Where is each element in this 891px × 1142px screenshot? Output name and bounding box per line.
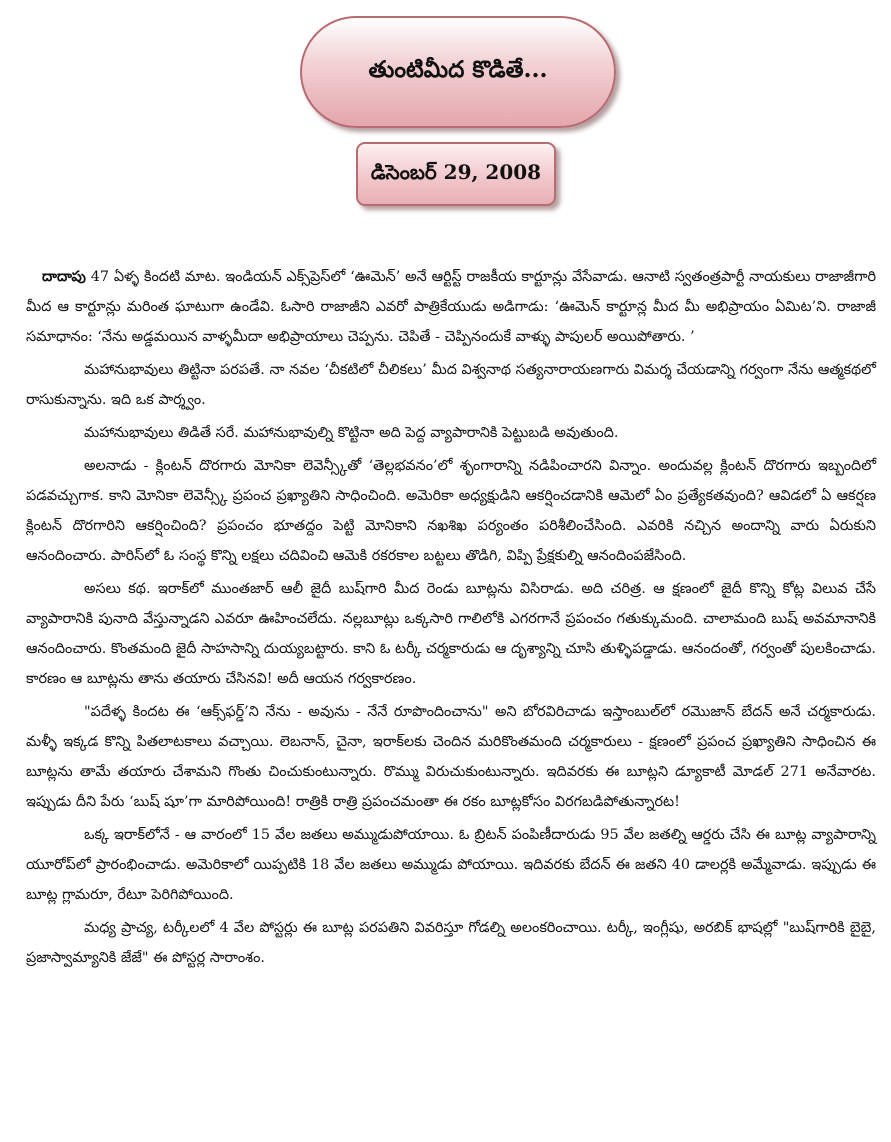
paragraph-6: "పదేళ్ళ కిందట ఈ ‘ఆక్స్‌ఫర్డ్’ని నేను - అవును - నేనే రూపొందించాను" అని బోరవిరిచాడు ఇస్తాంబుల్‌లో రమొజాన్ బేదన్ అనే చర్మకారుడు. మళ్ళీ ఇక్కడ కొన్ని పితలాటకాలు వచ్చాయి. లెబనాన్, చైనా, ఇరాక్‌లకు చెందిన మరికొంతమంది చర్మకారులు - క్షణంలో ప్రపంచ ప్రఖ్యాతిని సాధించిన ఈ బూట్లను తామే తయారు చేశామని గొంతు చించుకుంటున్నారు. రొమ్ము విరుచుకుంటున్నారు. ఇదివరకు ఈ బూట్లని డ్యూకాటీ మోడల్ 271 అనేవారట. ఇప్పుడు దీని పేరు ‘బుష్ షూ’గా మారిపోయింది! రాత్రికి రాత్రి ప్రపంచమంతా ఈ రకం బూట్లకోసం విరగబడిపోతున్నారట! <box>26 704 876 810</box>
article-title: తుంటిమీద కొడితే... <box>300 16 616 128</box>
paragraph-3: మహానుభావులు తిడితే సరే. మహానుభావుల్ని కొట్టినా అది పెద్ద వ్యాపారానికి పెట్టుబడి అవుతుంది. <box>84 425 619 441</box>
paragraph-1-text: 47 ఏళ్ళ కిందటి మాట. ఇండియన్ ఎక్స్‌ప్రెస్‌లో ‘ఊమెన్’ అనే ఆర్టిస్ట్ రాజకీయ కార్టూన్లు వేసేవాడు. ఆనాటి స్వతంత్రపార్టీ నాయకులు రాజాజీగారి మీద ఆ కార్టూన్లు మరింత ఘాటుగా ఉండేవి. ఓసారి రాజాజీని ఎవరో పాత్రికేయుడు అడిగాడు: ‘ఊమెన్ కార్టూన్ల మీద మీ అభిప్రాయం ఏమిట’ని. రాజాజీ సమాధానం: ‘నేను అడ్డమయిన వాళ్ళమీదా అభిప్రాయాలు చెప్పను. చెపితే - చెప్పినందుకే వాళ్ళు పాపులర్ అయిపోతారు. ’ <box>26 269 876 345</box>
lead-word: దాదాపు <box>42 268 86 285</box>
paragraph-7: ఒక్క ఇరాక్‌లోనే - ఆ వారంలో 15 వేల జతలు అమ్ముడుపోయాయి. ఓ బ్రిటన్ పంపిణీదారుడు 95 వేల జతల్ని ఆర్డరు చేసి ఈ బూట్ల వ్యాపారాన్ని యూరోప్‌లో ప్రారంభించాడు. అమెరికాలో యిప్పటికి 18 వేల జతలు అమ్ముడు పోయాయి. ఇదివరకు బేదన్ ఈ జతని 40 డాలర్లకి అమ్మేవాడు. ఇప్పుడు ఈ బూట్ల గ్లామరూ, రేటూ పెరిగిపోయింది. <box>26 827 876 903</box>
paragraph-5: అసలు కథ. ఇరాక్‌లో ముంతజార్ ఆలీ జైదీ బుష్‌గారి మీద రెండు బూట్లను విసిరాడు. అది చరిత్ర. ఆ క్షణంలో జైదీ కొన్ని కోట్ల విలువ చేసే వ్యాపారానికి పునాది వేస్తున్నాడని ఎవరూ ఊహించలేదు. నల్లబూట్లు ఒక్కసారి గాలిలోకి ఎగరగానే ప్రపంచం గతుక్కుమంది. చాలామంది బుష్ అవమానానికి ఆనందించారు. కొంతమంది జైదీ సాహసాన్ని దుయ్యబట్టారు. కాని ఓ టర్కీ చర్మకారుడు ఆ దృశ్యాన్ని చూసి తుళ్ళిపడ్డాడు. ఆనందంతో, గర్వంతో పులకించాడు. కారణం ఆ బూట్లను తాను తయారు చేసినవి! అదీ ఆయన గర్వకారణం. <box>26 581 876 687</box>
paragraph-1 <box>26 262 876 352</box>
paragraph-8: మధ్య ప్రాచ్య, టర్కీలలో 4 వేల పోస్టర్లు ఈ బూట్ల పరపతిని వివరిస్తూ గోడల్ని అలంకరించాయి. టర్కీ, ఇంగ్లీషు, అరబిక్ భాషల్లో "బుష్‌గారికి బైబై, ప్రజాస్వామ్యానికి జేజే" ఈ పోస్టర్ల సారాంశం. <box>26 920 876 966</box>
paragraph-4: అలనాడు - క్లింటన్ దొరగారు మోనికా లెవెన్స్కీతో ‘తెల్లభవనం’లో శృంగారాన్ని నడిపించారని విన్నాం. అందువల్ల క్లింటన్ దొరగారు ఇబ్బందిలో పడవచ్చుగాక. కాని మోనికా లెవెన్స్కీ ప్రపంచ ప్రఖ్యాతిని సాధించింది. అమెరికా అధ్యక్షుడిని ఆకర్షించడానికి ఆమెలో ఏం ప్రత్యేకతవుంది? ఆవిడలో ఏ ఆకర్షణ క్లింటన్ దొరగారిని ఆకర్షించింది? ప్రపంచం భూతద్దం పెట్టి మోనికాని నఖశిఖ పర్యంతం పరిశీలించేసింది. ఎవరికి నచ్చిన అందాన్ని వారు ఏరుకుని ఆనందించారు. పారిస్‌లో ఓ సంస్థ కొన్ని లక్షలు చదివించి ఆమెకి రకరకాల బట్టలు తొడిగి, విప్పి ప్రేక్షకుల్ని ఆనందింపజేసింది. <box>26 458 876 564</box>
article-date: డిసెంబర్ 29, 2008 <box>356 142 556 206</box>
paragraph-2: మహానుభావులు తిట్టినా పరపతే. నా నవల ‘చీకటిలో చీలికలు’ మీద విశ్వనాథ సత్యనారాయణగారు విమర్శ చేయడాన్ని గర్వంగా నేను ఆత్మకథలో రాసుకున్నాను. ఇది ఒక పార్శ్వం. <box>26 362 876 408</box>
article-body <box>26 262 876 976</box>
